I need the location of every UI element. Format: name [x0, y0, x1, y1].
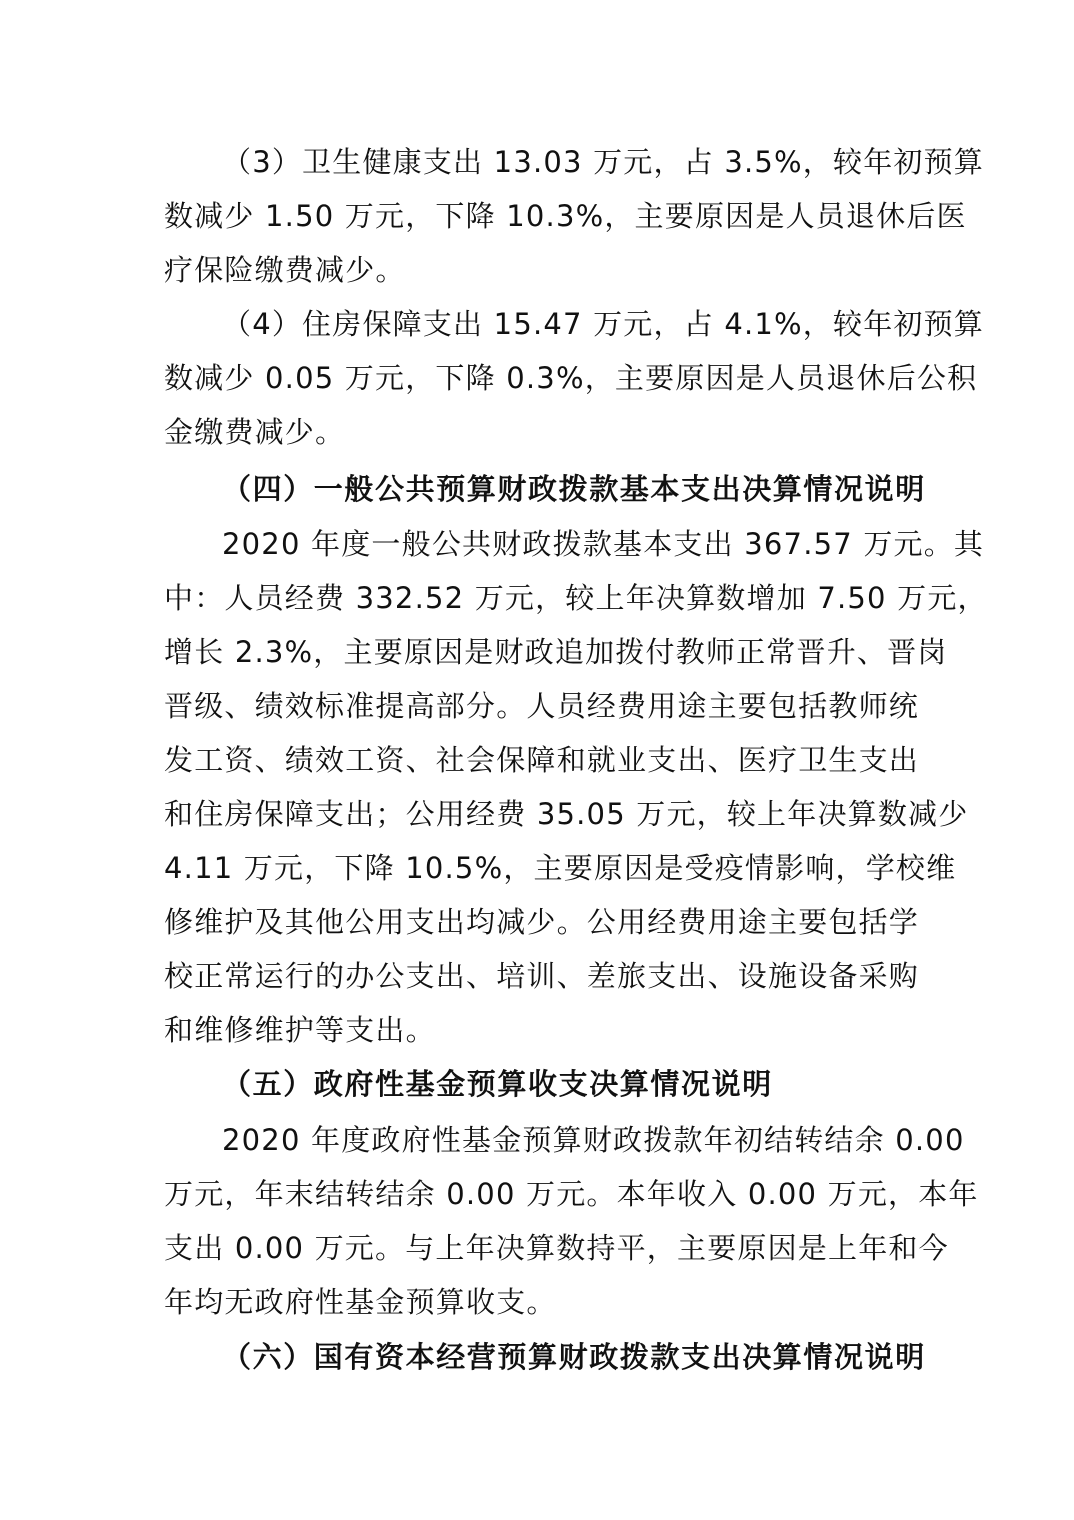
paragraph-basic-line-8: 修维护及其他公用支出均减少。公用经费用途主要包括学: [164, 905, 920, 939]
paragraph-fund-line-3: 支出 0.00 万元。与上年决算数持平，主要原因是上年和今: [164, 1231, 949, 1265]
paragraph-basic-line-6: 和住房保障支出；公用经费 35.05 万元，较上年决算数减少: [164, 797, 969, 831]
paragraph-health-line-1: （3）卫生健康支出 13.03 万元，占 3.5%，较年初预算: [222, 145, 985, 179]
paragraph-fund-line-4: 年均无政府性基金预算收支。: [164, 1285, 557, 1319]
paragraph-basic-line-1: 2020 年度一般公共财政拨款基本支出 367.57 万元。其: [222, 527, 985, 561]
paragraph-housing-line-2: 数减少 0.05 万元，下降 0.3%，主要原因是人员退休后公积: [164, 361, 978, 395]
section-heading-4: （四）一般公共预算财政拨款基本支出决算情况说明: [222, 472, 926, 506]
section-heading-5: （五）政府性基金预算收支决算情况说明: [222, 1067, 773, 1101]
paragraph-housing-line-1: （4）住房保障支出 15.47 万元，占 4.1%，较年初预算: [222, 307, 985, 341]
paragraph-health-line-2: 数减少 1.50 万元，下降 10.3%，主要原因是人员退休后医: [164, 199, 967, 233]
paragraph-basic-line-2: 中：人员经费 332.52 万元，较上年决算数增加 7.50 万元，: [164, 581, 988, 615]
paragraph-fund-line-2: 万元，年末结转结余 0.00 万元。本年收入 0.00 万元，本年: [164, 1177, 979, 1211]
paragraph-basic-line-10: 和维修维护等支出。: [164, 1013, 436, 1047]
paragraph-basic-line-9: 校正常运行的办公支出、培训、差旅支出、设施设备采购: [164, 959, 920, 993]
paragraph-basic-line-4: 晋级、绩效标准提高部分。人员经费用途主要包括教师统: [164, 689, 920, 723]
paragraph-health-line-3: 疗保险缴费减少。: [164, 253, 406, 287]
paragraph-basic-line-3: 增长 2.3%，主要原因是财政追加拨付教师正常晋升、晋岗: [164, 635, 948, 669]
paragraph-fund-line-1: 2020 年度政府性基金预算财政拨款年初结转结余 0.00: [222, 1123, 965, 1157]
paragraph-basic-line-7: 4.11 万元，下降 10.5%，主要原因是受疫情影响，学校维: [164, 851, 957, 885]
paragraph-housing-line-3: 金缴费减少。: [164, 415, 346, 449]
paragraph-basic-line-5: 发工资、绩效工资、社会保障和就业支出、医疗卫生支出: [164, 743, 920, 777]
section-heading-6: （六）国有资本经营预算财政拨款支出决算情况说明: [222, 1340, 926, 1374]
